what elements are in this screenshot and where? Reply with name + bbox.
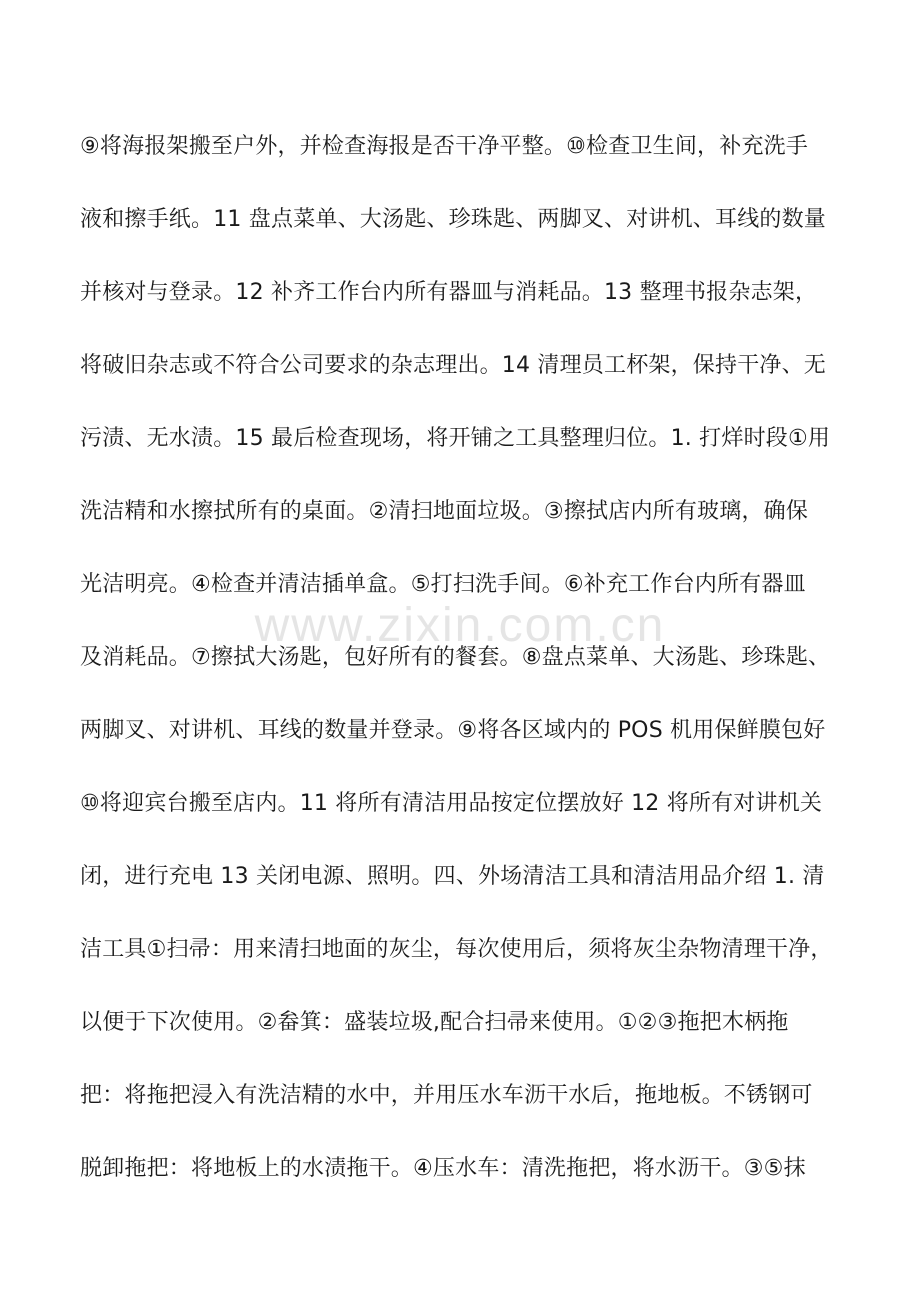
text-line-13: 以便于下次使用。②畚箕：盛装垃圾,配合扫帚来使用。①②③拖把木柄拖: [80, 1010, 789, 1035]
text-line-8: 及消耗品。⑦擦拭大汤匙，包好所有的餐套。⑧盘点菜单、大汤匙、珍珠匙、: [80, 645, 831, 670]
text-line-2: 液和擦手纸。11 盘点菜单、大汤匙、珍珠匙、两脚叉、对讲机、耳线的数量: [80, 207, 826, 232]
text-line-14: 把：将拖把浸入有洗洁精的水中，并用压水车沥干水后，拖地板。不锈钢可: [80, 1083, 813, 1108]
watermark: www.zixin.com.cn: [254, 599, 666, 652]
text-line-1: ⑨将海报架搬至户外，并检查海报是否干净平整。⑩检查卫生间，补充洗手: [80, 134, 809, 159]
text-line-10: ⑩将迎宾台搬至店内。11 将所有清洁用品按定位摆放好 12 将所有对讲机关: [80, 791, 823, 816]
text-line-12: 洁工具①扫帚：用来清扫地面的灰尘，每次使用后，须将灰尘杂物清理干净，: [80, 937, 833, 962]
text-line-6: 洗洁精和水擦拭所有的桌面。②清扫地面垃圾。③擦拭店内所有玻璃，确保: [80, 499, 809, 524]
text-line-15: 脱卸拖把：将地板上的水渍拖干。④压水车：清洗拖把，将水沥干。③⑤抹: [80, 1156, 806, 1181]
text-line-3: 并核对与登录。12 补齐工作台内所有器皿与消耗品。13 整理书报杂志架，: [80, 280, 818, 305]
text-line-9: 两脚叉、对讲机、耳线的数量并登录。⑨将各区域内的 POS 机用保鲜膜包好: [80, 718, 826, 743]
text-line-5: 污渍、无水渍。15 最后检查现场，将开铺之工具整理归位。1. 打烊时段①用: [80, 426, 831, 451]
text-line-4: 将破旧杂志或不符合公司要求的杂志理出。14 清理员工杯架，保持干净、无: [80, 353, 826, 378]
text-line-7: 光洁明亮。④检查并清洁插单盒。⑤打扫洗手间。⑥补充工作台内所有器皿: [80, 572, 806, 597]
text-line-11: 闭，进行充电 13 关闭电源、照明。四、外场清洁工具和清洁用品介绍 1. 清: [80, 864, 825, 889]
